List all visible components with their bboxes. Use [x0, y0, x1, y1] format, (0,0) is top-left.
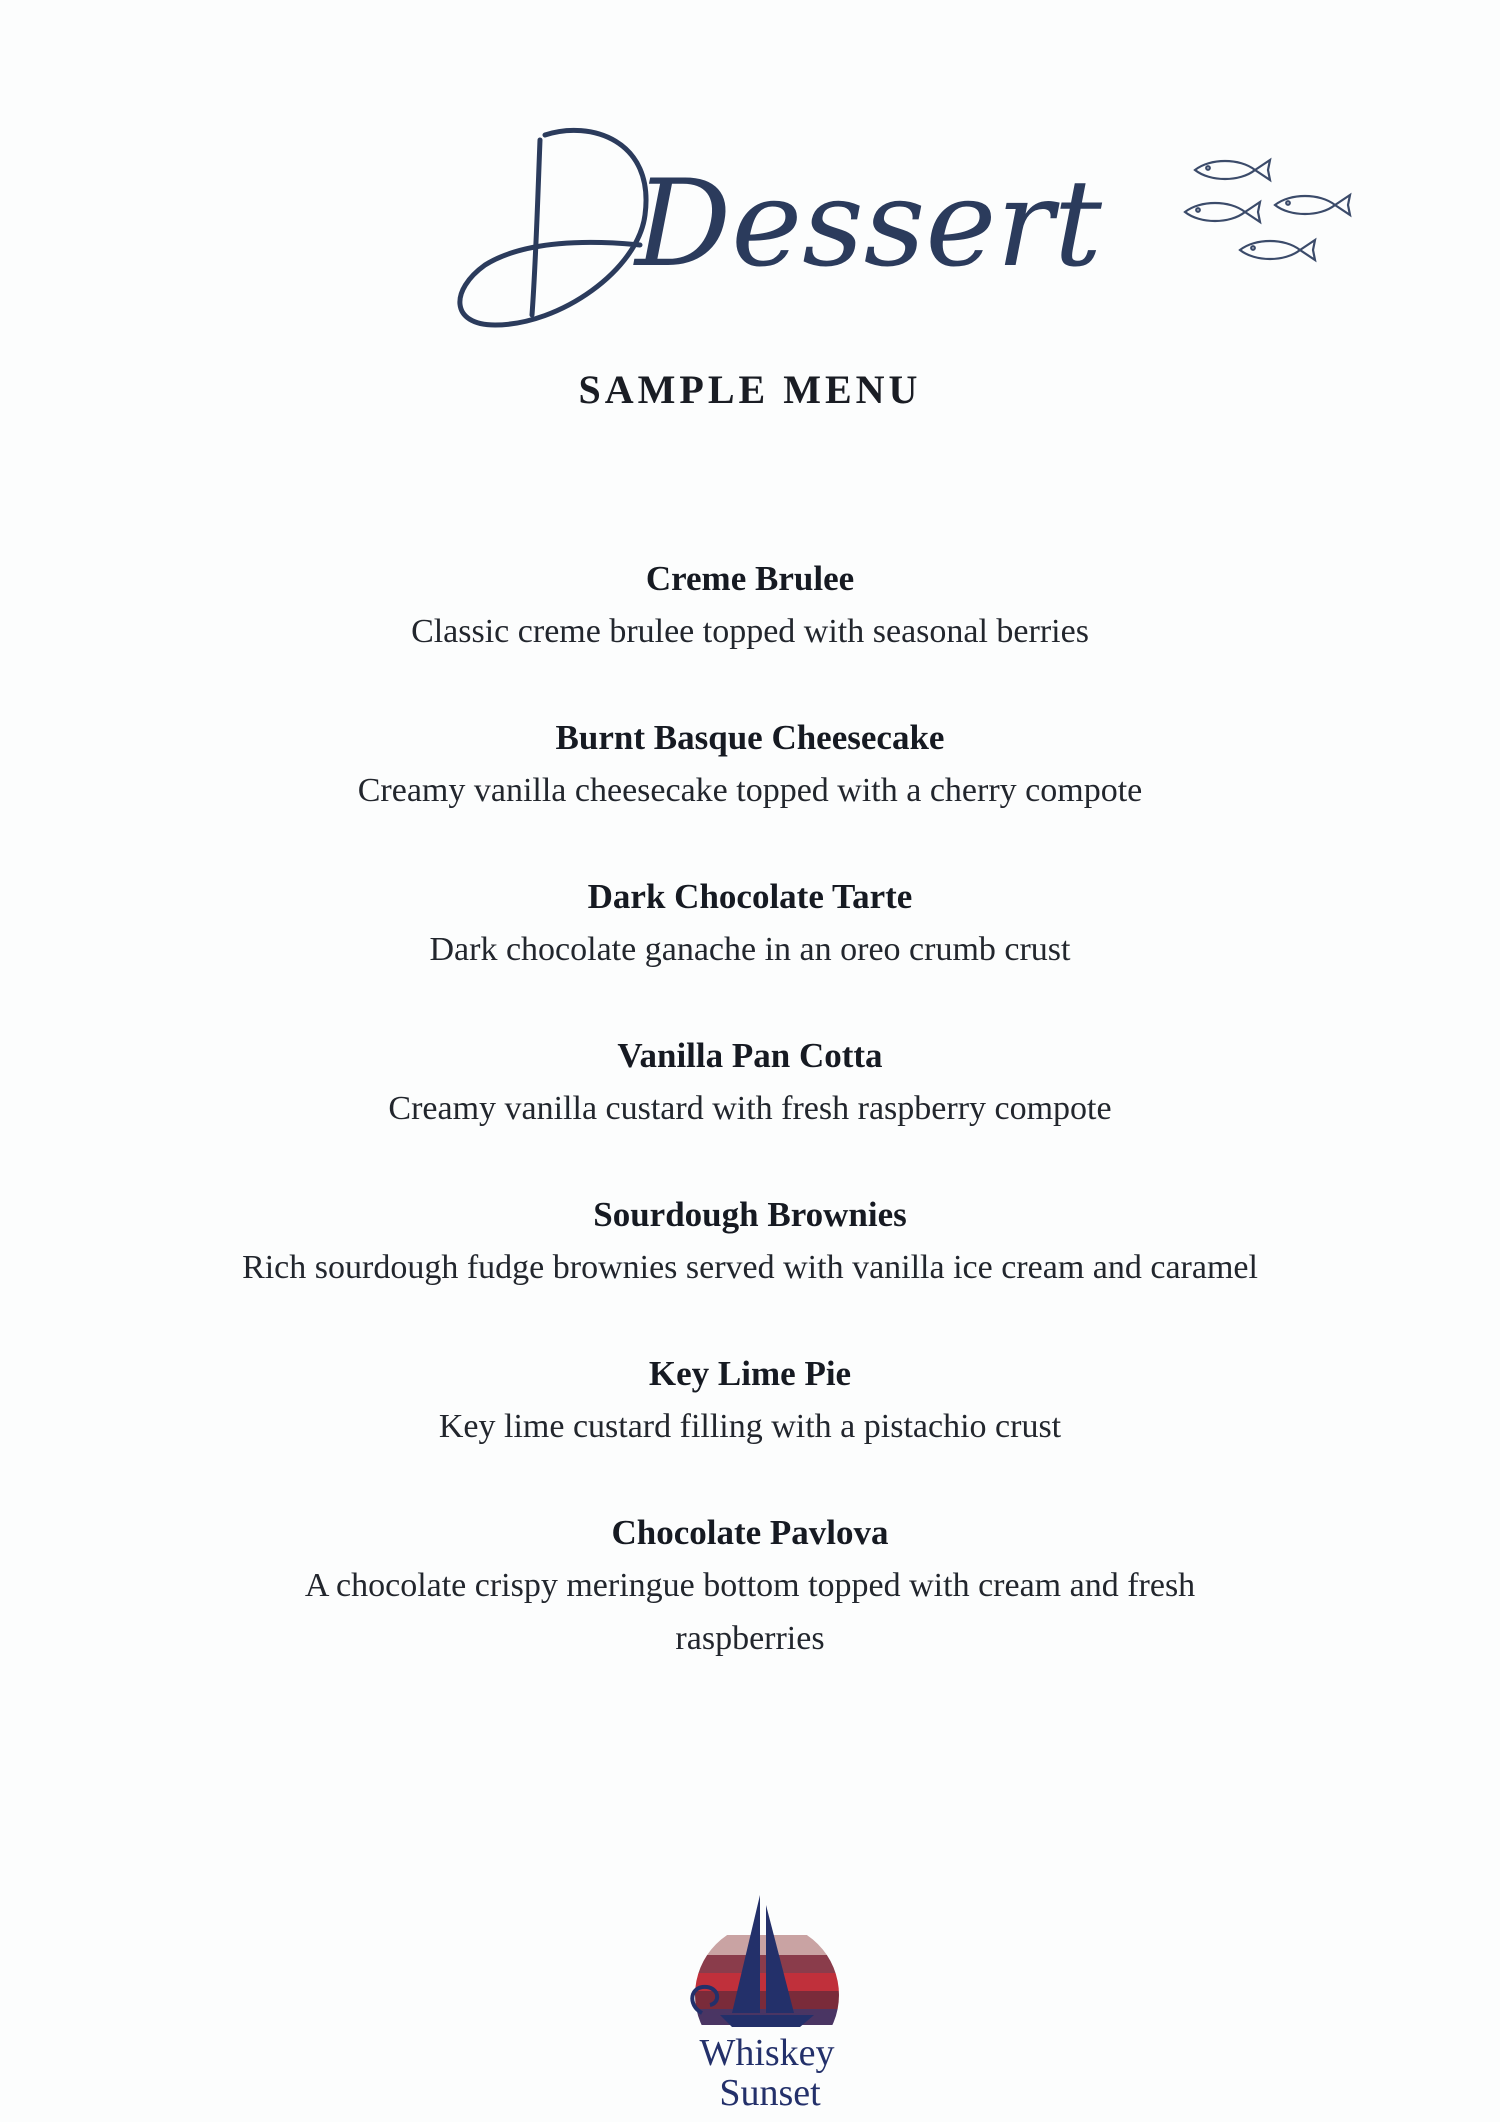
fish-school-icon: [1180, 150, 1355, 270]
logo-line1: Whiskey: [699, 2032, 835, 2074]
menu-item: [120, 1030, 1380, 1189]
logo-line2: Sunset: [719, 2072, 821, 2114]
menu-item-description: Creamy vanilla custard with fresh raspberry compote: [388, 1090, 1112, 1127]
menu-item-description: Rich sourdough fudge brownies served with vanilla ice cream and caramel: [242, 1249, 1258, 1286]
menu-item: [120, 1348, 1380, 1507]
menu-item-name: Chocolate Pavlova: [611, 1513, 889, 1552]
menu-item-name: Key Lime Pie: [648, 1354, 852, 1393]
menu-subtitle: SAMPLE MENU: [578, 367, 922, 412]
menu-item: [120, 712, 1380, 871]
menu-title: [440, 100, 1102, 350]
menu-item-name: Burnt Basque Cheesecake: [555, 718, 945, 757]
menu-item-name: Sourdough Brownies: [593, 1195, 907, 1234]
menu-title-text: Dessert: [635, 155, 1102, 294]
menu-item-description: Creamy vanilla cheesecake topped with a cherry compote: [357, 772, 1143, 809]
menu-item-name: Vanilla Pan Cotta: [617, 1036, 883, 1075]
menu-item: [120, 1189, 1380, 1348]
menu-item: [120, 871, 1380, 1030]
whiskey-sunset-logo: [682, 1895, 852, 2115]
menu-item-description: Classic creme brulee topped with seasonal berries: [411, 613, 1089, 650]
menu-item-description: Dark chocolate ganache in an oreo crumb crust: [429, 931, 1071, 968]
menu-item-name: Dark Chocolate Tarte: [587, 877, 913, 916]
menu-item-description: Key lime custard filling with a pistachio crust: [438, 1408, 1062, 1445]
menu-item: [120, 553, 1380, 712]
menu-item-description: A chocolate crispy meringue bottom topped with cream and fresh raspberries: [304, 1567, 1196, 1657]
menu-item-name: Creme Brulee: [645, 559, 855, 598]
dessert-menu-list: [120, 553, 1380, 1666]
menu-item: [120, 1507, 1380, 1666]
